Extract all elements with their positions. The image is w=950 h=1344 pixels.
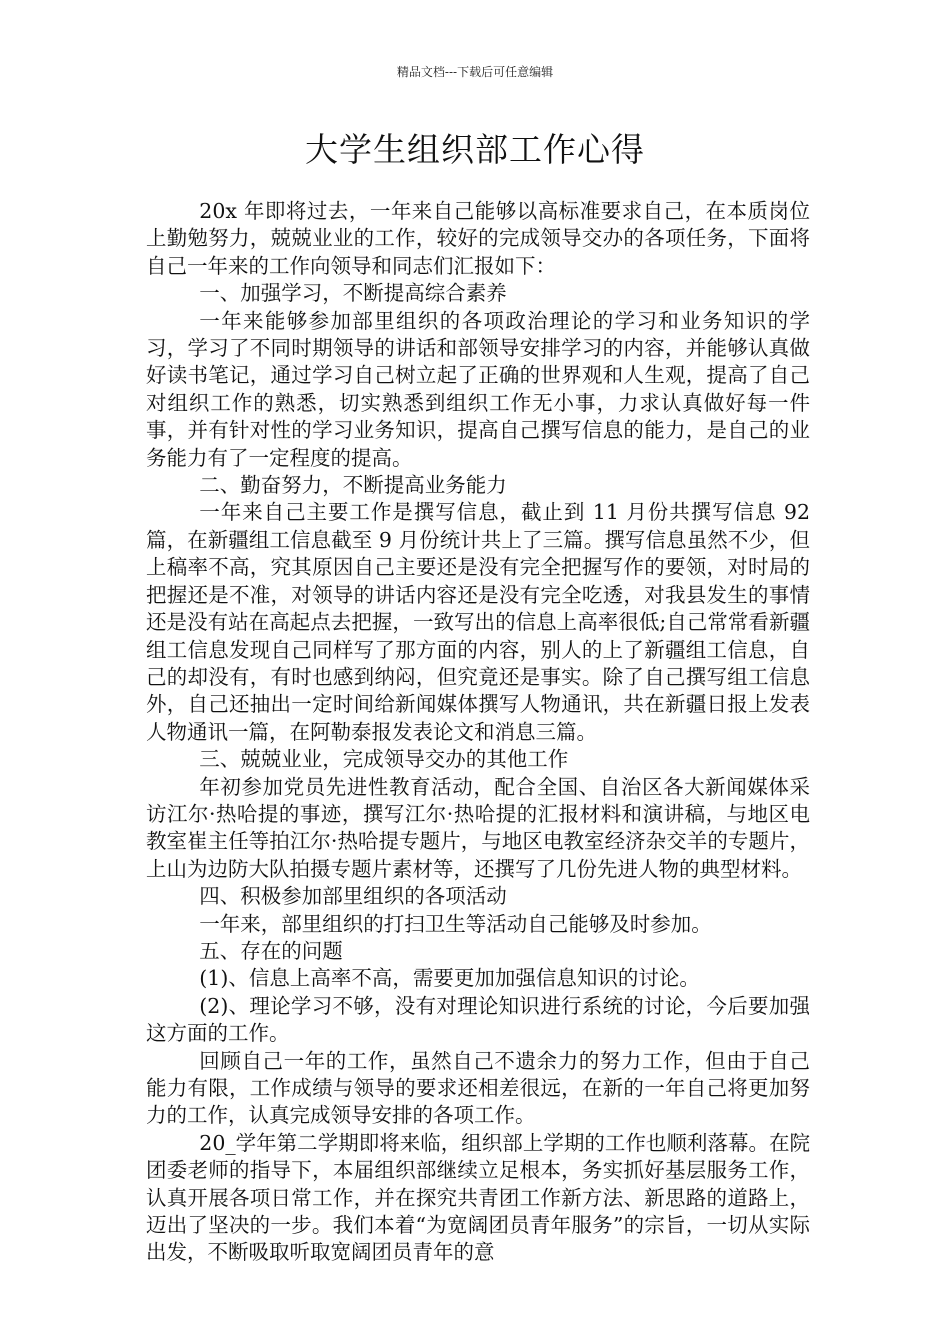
problem-item-2: (2)、理论学习不够，没有对理论知识进行系统的讨论，今后要加强这方面的工作。 xyxy=(146,993,810,1046)
section-heading-2: 二、勤奋努力，不断提高业务能力 xyxy=(199,473,507,498)
paragraph-study: 一年来能够参加部里组织的各项政治理论的学习和业务知识的学习，学习了不同时期领导的讲话和部领导安排学习的内容，并能够认真做好读书笔记，通过学习自己树立起了正确的世界观和人生观，提高了自己对组织工作的熟悉，切实熟悉到组织工作无小事，力求认真做好每一件事，并有针对性的学习业务知识，提高自己撰写信息的能力，是自己的业务能力有了一定程度的提高。 xyxy=(146,308,810,470)
section-heading-4: 四、积极参加部里组织的各项活动 xyxy=(199,884,507,909)
paragraph-review: 回顾自己一年的工作，虽然自己不遗余力的努力工作，但由于自己能力有限，工作成绩与领导的要求还相差很远，在新的一年自己将更加努力的工作，认真完成领导安排的各项工作。 xyxy=(146,1048,810,1128)
problem-item-1: (1)、信息上高率不高，需要更加加强信息知识的讨论。 xyxy=(199,966,700,991)
paragraph-other-work: 年初参加党员先进性教育活动，配合全国、自治区各大新闻媒体采访江尔·热哈提的事迹，撰写江尔·热哈提的汇报材料和演讲稿，与地区电教室崔主任等拍江尔·热哈提专题片，与地区电教室经济杂交羊的专题片，上山为边防大队拍摄专题片素材等，还撰写了几份先进人物的典型材料。 xyxy=(146,774,810,881)
paragraph-semester: 20_学年第二学期即将来临，组织部上学期的工作也顺利落幕。在院团委老师的指导下，本届组织部继续立足根本，务实抓好基层服务工作，认真开展各项日常工作，并在探究共青团工作新方法、新思路的道路上，迈出了坚决的一步。我们本着“为宽阔团员青年服务”的宗旨，一切从实际出发，不断吸取听取宽阔团员青年的意 xyxy=(146,1130,810,1265)
document-body xyxy=(146,198,810,1267)
section-heading-1: 一、加强学习，不断提高综合素养 xyxy=(199,281,507,306)
page-header-note: 精品文档---下载后可任意编辑 xyxy=(396,65,554,79)
paragraph-writing: 一年来自己主要工作是撰写信息，截止到 11 月份共撰写信息 92 篇，在新疆组工信息截至 9 月份统计共上了三篇。撰写信息虽然不少，但上稿率不高，究其原因自己主要还是没有完全把握写作的要领，对时局的把握还是不准，对领导的讲话内容还是没有完全吃透，对我县发生的事情还是没有站在高起点去把握，一致写出的信息上高率很低;自己常常看新疆组工信息发现自己同样写了那方面的内容，别人的上了新疆组工信息，自己的却没有，有时也感到纳闷，但究竟还是事实。除了自己撰写组工信息外，自己还抽出一定时间给新闻媒体撰写人物通讯，共在新疆日报上发表人物通讯一篇，在阿勒泰报发表论文和消息三篇。 xyxy=(146,500,810,744)
paragraph-activities: 一年来，部里组织的打扫卫生等活动自己能够及时参加。 xyxy=(199,911,712,936)
section-heading-3: 三、兢兢业业，完成领导交办的其他工作 xyxy=(199,747,569,772)
paragraph-intro: 20x 年即将过去，一年来自己能够以高标准要求自己，在本质岗位上勤勉努力，兢兢业业的工作，较好的完成领导交办的各项任务，下面将自己一年来的工作向领导和同志们汇报如下： xyxy=(146,199,810,278)
section-heading-5: 五、存在的问题 xyxy=(199,938,343,963)
document-title: 大学生组织部工作心得 xyxy=(305,130,645,169)
